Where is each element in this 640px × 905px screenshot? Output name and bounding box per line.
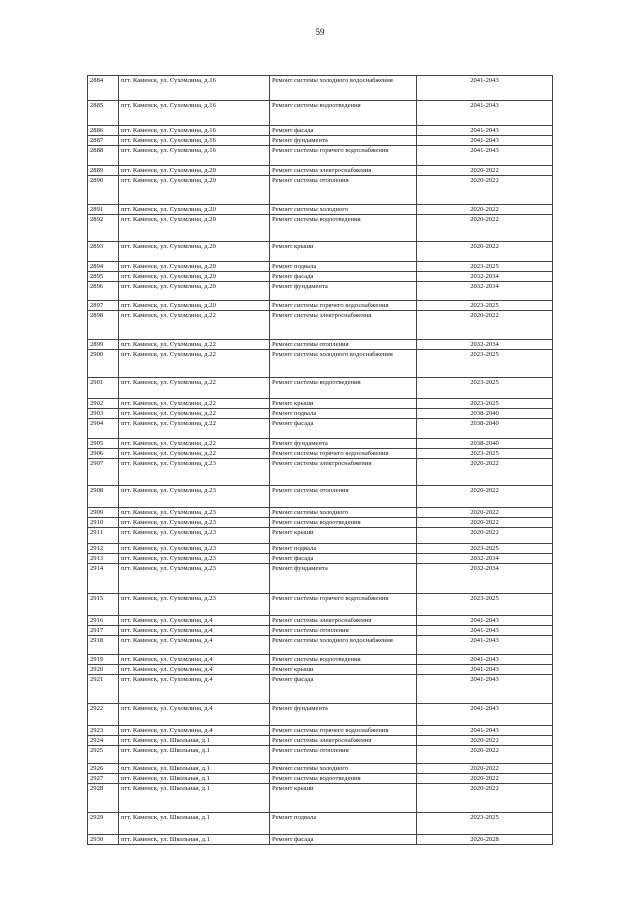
row-number: 2924 <box>88 736 119 746</box>
row-years: 2041-2043 <box>417 616 553 626</box>
row-work-type: Ремонт системы водоотведения <box>270 774 417 784</box>
row-work-type: Ремонт системы электроснабжения <box>270 616 417 626</box>
row-number: 2887 <box>88 136 119 146</box>
row-number: 2904 <box>88 419 119 439</box>
row-number: 2908 <box>88 486 119 508</box>
row-address: пгт. Каменск, ул. Сухомлина, д.20 <box>119 215 270 242</box>
row-number: 2909 <box>88 508 119 518</box>
table-row <box>88 340 553 350</box>
row-years: 2041-2043 <box>417 704 553 726</box>
row-work-type: Ремонт системы отопления <box>270 746 417 764</box>
row-address: пгт. Каменск, ул. Сухомлина, д.4 <box>119 726 270 736</box>
table-row <box>88 378 553 399</box>
row-number: 2898 <box>88 311 119 340</box>
table-row <box>88 146 553 166</box>
row-number: 2912 <box>88 544 119 554</box>
row-years: 2041-2043 <box>417 665 553 675</box>
row-work-type: Ремонт системы водоотведения <box>270 655 417 665</box>
row-address: пгт. Каменск, ул. Сухомлина, д.4 <box>119 616 270 626</box>
row-years: 2023-2025 <box>417 449 553 459</box>
table-row <box>88 166 553 176</box>
row-number: 2889 <box>88 166 119 176</box>
table-row <box>88 835 553 845</box>
row-work-type: Ремонт крыши <box>270 784 417 813</box>
row-work-type: Ремонт фундамента <box>270 704 417 726</box>
row-work-type: Ремонт системы отопления <box>270 626 417 636</box>
row-years: 2038-2040 <box>417 419 553 439</box>
row-address: пгт. Каменск, ул. Сухомлина, д.22 <box>119 449 270 459</box>
row-work-type: Ремонт системы электроснабжения <box>270 166 417 176</box>
row-work-type: Ремонт системы электроснабжения <box>270 459 417 486</box>
row-number: 2930 <box>88 835 119 845</box>
table-row <box>88 176 553 205</box>
row-address: пгт. Каменск, ул. Сухомлина, д.20 <box>119 301 270 311</box>
row-work-type: Ремонт фасада <box>270 675 417 704</box>
row-number: 2906 <box>88 449 119 459</box>
row-work-type: Ремонт фундамента <box>270 439 417 449</box>
row-address: пгт. Каменск, ул. Сухомлина, д.20 <box>119 262 270 272</box>
row-address: пгт. Каменск, ул. Сухомлина, д.22 <box>119 409 270 419</box>
table-row <box>88 399 553 409</box>
table-row <box>88 784 553 813</box>
row-work-type: Ремонт системы холодного <box>270 205 417 215</box>
row-address: пгт. Каменск, ул. Школьная, д.1 <box>119 746 270 764</box>
row-years: 2020-2022 <box>417 242 553 262</box>
row-years: 2023-2025 <box>417 262 553 272</box>
row-number: 2927 <box>88 774 119 784</box>
row-work-type: Ремонт системы электроснабжения <box>270 736 417 746</box>
row-years: 2032-2034 <box>417 554 553 564</box>
row-number: 2888 <box>88 146 119 166</box>
row-address: пгт. Каменск, ул. Школьная, д.1 <box>119 774 270 784</box>
table-row <box>88 636 553 655</box>
row-years: 2041-2043 <box>417 126 553 136</box>
table-row <box>88 242 553 262</box>
row-work-type: Ремонт фасада <box>270 419 417 439</box>
row-address: пгт. Каменск, ул. Сухомлина, д.23 <box>119 486 270 508</box>
row-work-type: Ремонт системы холодного водоснабжения <box>270 76 417 101</box>
row-number: 2911 <box>88 528 119 544</box>
row-years: 2020-2022 <box>417 784 553 813</box>
row-years: 2023-2025 <box>417 544 553 554</box>
table-row <box>88 311 553 340</box>
row-years: 2041-2043 <box>417 76 553 101</box>
row-work-type: Ремонт системы холодного водоснабжения <box>270 636 417 655</box>
row-years: 2020-2022 <box>417 508 553 518</box>
row-work-type: Ремонт системы горячего водоснабжения <box>270 726 417 736</box>
table-row <box>88 215 553 242</box>
table-row <box>88 746 553 764</box>
table-row <box>88 626 553 636</box>
table-row <box>88 518 553 528</box>
row-number: 2899 <box>88 340 119 350</box>
row-address: пгт. Каменск, ул. Сухомлина, д.20 <box>119 272 270 282</box>
row-address: пгт. Каменск, ул. Сухомлина, д.23 <box>119 459 270 486</box>
table-row <box>88 554 553 564</box>
row-number: 2925 <box>88 746 119 764</box>
row-number: 2915 <box>88 594 119 616</box>
row-number: 2885 <box>88 101 119 126</box>
table-row <box>88 726 553 736</box>
row-years: 2020-2022 <box>417 774 553 784</box>
row-years: 2041-2043 <box>417 101 553 126</box>
row-years: 2020-2022 <box>417 518 553 528</box>
row-address: пгт. Каменск, ул. Сухомлина, д.22 <box>119 439 270 449</box>
row-work-type: Ремонт подвала <box>270 544 417 554</box>
row-work-type: Ремонт фасада <box>270 835 417 845</box>
row-years: 2020-2022 <box>417 459 553 486</box>
row-years: 2038-2040 <box>417 439 553 449</box>
row-work-type: Ремонт фундамента <box>270 282 417 301</box>
row-address: пгт. Каменск, ул. Школьная, д.1 <box>119 764 270 774</box>
row-years: 2041-2043 <box>417 655 553 665</box>
row-years: 2023-2025 <box>417 301 553 311</box>
row-work-type: Ремонт системы отопления <box>270 340 417 350</box>
row-number: 2901 <box>88 378 119 399</box>
row-number: 2910 <box>88 518 119 528</box>
row-work-type: Ремонт фасада <box>270 126 417 136</box>
row-address: пгт. Каменск, ул. Сухомлина, д.22 <box>119 311 270 340</box>
table-row <box>88 350 553 378</box>
table-row <box>88 126 553 136</box>
table-row <box>88 409 553 419</box>
row-number: 2918 <box>88 636 119 655</box>
row-number: 2921 <box>88 675 119 704</box>
row-years: 2023-2025 <box>417 594 553 616</box>
row-number: 2892 <box>88 215 119 242</box>
row-years: 2023-2025 <box>417 350 553 378</box>
row-years: 2032-2034 <box>417 282 553 301</box>
table-row <box>88 774 553 784</box>
row-years: 2020-2022 <box>417 176 553 205</box>
table-row <box>88 449 553 459</box>
table-row <box>88 508 553 518</box>
row-address: пгт. Каменск, ул. Сухомлина, д.4 <box>119 675 270 704</box>
page-number: 59 <box>315 27 325 37</box>
table-row <box>88 594 553 616</box>
row-years: 2020-2022 <box>417 311 553 340</box>
row-number: 2896 <box>88 282 119 301</box>
row-address: пгт. Каменск, ул. Сухомлина, д.23 <box>119 518 270 528</box>
row-work-type: Ремонт фасада <box>270 272 417 282</box>
table-row <box>88 764 553 774</box>
row-number: 2926 <box>88 764 119 774</box>
row-address: пгт. Каменск, ул. Сухомлина, д.4 <box>119 655 270 665</box>
table-row <box>88 419 553 439</box>
row-work-type: Ремонт системы водоотведения <box>270 378 417 399</box>
row-address: пгт. Каменск, ул. Сухомлина, д.4 <box>119 636 270 655</box>
row-years: 2032-2034 <box>417 564 553 594</box>
row-number: 2900 <box>88 350 119 378</box>
row-years: 2038-2040 <box>417 409 553 419</box>
row-address: пгт. Каменск, ул. Сухомлина, д.23 <box>119 554 270 564</box>
table-row <box>88 675 553 704</box>
table-row <box>88 704 553 726</box>
row-years: 2023-2025 <box>417 399 553 409</box>
row-number: 2919 <box>88 655 119 665</box>
row-work-type: Ремонт системы электроснабжения <box>270 311 417 340</box>
table-row <box>88 101 553 126</box>
row-work-type: Ремонт системы холодного водоснабжения <box>270 350 417 378</box>
row-years: 2020-2022 <box>417 528 553 544</box>
row-years: 2020-2022 <box>417 736 553 746</box>
row-work-type: Ремонт системы горячего водоснабжения <box>270 146 417 166</box>
table-row <box>88 813 553 835</box>
table-row <box>88 301 553 311</box>
row-years: 2032-2034 <box>417 272 553 282</box>
row-number: 2920 <box>88 665 119 675</box>
row-address: пгт. Каменск, ул. Сухомлина, д.20 <box>119 282 270 301</box>
row-address: пгт. Каменск, ул. Сухомлина, д.16 <box>119 126 270 136</box>
row-address: пгт. Каменск, ул. Школьная, д.1 <box>119 813 270 835</box>
table-row <box>88 486 553 508</box>
row-address: пгт. Каменск, ул. Сухомлина, д.22 <box>119 399 270 409</box>
table-row <box>88 439 553 449</box>
table-row <box>88 736 553 746</box>
row-years: 2020-2022 <box>417 205 553 215</box>
table-row <box>88 76 553 101</box>
row-number: 2886 <box>88 126 119 136</box>
row-work-type: Ремонт системы водоотведения <box>270 101 417 126</box>
row-number: 2907 <box>88 459 119 486</box>
row-number: 2891 <box>88 205 119 215</box>
table-row <box>88 655 553 665</box>
row-number: 2905 <box>88 439 119 449</box>
row-years: 2041-2043 <box>417 675 553 704</box>
row-work-type: Ремонт фундамента <box>270 136 417 146</box>
row-number: 2897 <box>88 301 119 311</box>
row-address: пгт. Каменск, ул. Сухомлина, д.23 <box>119 594 270 616</box>
row-address: пгт. Каменск, ул. Сухомлина, д.20 <box>119 176 270 205</box>
row-number: 2893 <box>88 242 119 262</box>
row-years: 2020-2022 <box>417 746 553 764</box>
row-number: 2923 <box>88 726 119 736</box>
row-address: пгт. Каменск, ул. Сухомлина, д.22 <box>119 378 270 399</box>
row-work-type: Ремонт крыши <box>270 399 417 409</box>
row-work-type: Ремонт системы холодного <box>270 508 417 518</box>
table-row <box>88 544 553 554</box>
row-years: 2023-2025 <box>417 813 553 835</box>
table-row <box>88 528 553 544</box>
row-number: 2922 <box>88 704 119 726</box>
row-address: пгт. Каменск, ул. Сухомлина, д.20 <box>119 242 270 262</box>
table-row <box>88 665 553 675</box>
row-work-type: Ремонт системы холодного <box>270 764 417 774</box>
row-address: пгт. Каменск, ул. Школьная, д.1 <box>119 736 270 746</box>
row-number: 2914 <box>88 564 119 594</box>
row-number: 2894 <box>88 262 119 272</box>
row-years: 2020-2022 <box>417 215 553 242</box>
row-work-type: Ремонт подвала <box>270 262 417 272</box>
table-row <box>88 136 553 146</box>
row-years: 2020-2022 <box>417 764 553 774</box>
row-address: пгт. Каменск, ул. Сухомлина, д.16 <box>119 76 270 101</box>
row-address: пгт. Каменск, ул. Сухомлина, д.23 <box>119 508 270 518</box>
row-work-type: Ремонт крыши <box>270 528 417 544</box>
row-address: пгт. Каменск, ул. Школьная, д.1 <box>119 784 270 813</box>
table-row <box>88 459 553 486</box>
row-years: 2041-2043 <box>417 146 553 166</box>
row-work-type: Ремонт системы горячего водоснабжения <box>270 301 417 311</box>
table-row <box>88 272 553 282</box>
row-address: пгт. Каменск, ул. Сухомлина, д.20 <box>119 166 270 176</box>
row-number: 2916 <box>88 616 119 626</box>
row-address: пгт. Каменск, ул. Сухомлина, д.23 <box>119 564 270 594</box>
row-work-type: Ремонт системы отопления <box>270 176 417 205</box>
row-address: пгт. Каменск, ул. Сухомлина, д.23 <box>119 528 270 544</box>
row-address: пгт. Каменск, ул. Сухомлина, д.20 <box>119 205 270 215</box>
row-years: 2041-2043 <box>417 726 553 736</box>
row-address: пгт. Каменск, ул. Сухомлина, д.16 <box>119 136 270 146</box>
repair-schedule-table <box>87 75 553 845</box>
row-number: 2903 <box>88 409 119 419</box>
row-years: 2032-2034 <box>417 340 553 350</box>
row-number: 2890 <box>88 176 119 205</box>
row-work-type: Ремонт системы отопления <box>270 486 417 508</box>
row-work-type: Ремонт системы водоотведения <box>270 518 417 528</box>
row-years: 2041-2043 <box>417 636 553 655</box>
table-row <box>88 205 553 215</box>
row-work-type: Ремонт подвала <box>270 409 417 419</box>
row-years: 2023-2025 <box>417 378 553 399</box>
row-address: пгт. Каменск, ул. Сухомлина, д.22 <box>119 350 270 378</box>
table-row <box>88 282 553 301</box>
row-work-type: Ремонт подвала <box>270 813 417 835</box>
table-body <box>88 76 553 845</box>
row-years: 2041-2043 <box>417 626 553 636</box>
row-number: 2913 <box>88 554 119 564</box>
row-years: 2020-2022 <box>417 486 553 508</box>
row-number: 2917 <box>88 626 119 636</box>
table-row <box>88 262 553 272</box>
row-address: пгт. Каменск, ул. Сухомлина, д.4 <box>119 704 270 726</box>
table-row <box>88 564 553 594</box>
row-address: пгт. Каменск, ул. Сухомлина, д.22 <box>119 340 270 350</box>
row-work-type: Ремонт фундамента <box>270 564 417 594</box>
row-work-type: Ремонт системы горячего водоснабжения <box>270 594 417 616</box>
row-years: 2026-2028 <box>417 835 553 845</box>
row-number: 2929 <box>88 813 119 835</box>
table-row <box>88 616 553 626</box>
row-address: пгт. Каменск, ул. Сухомлина, д.4 <box>119 665 270 675</box>
row-work-type: Ремонт системы горячего водоснабжения <box>270 449 417 459</box>
row-years: 2041-2043 <box>417 136 553 146</box>
row-address: пгт. Каменск, ул. Сухомлина, д.4 <box>119 626 270 636</box>
row-years: 2020-2022 <box>417 166 553 176</box>
row-work-type: Ремонт крыши <box>270 242 417 262</box>
row-number: 2928 <box>88 784 119 813</box>
row-address: пгт. Каменск, ул. Школьная, д.1 <box>119 835 270 845</box>
row-address: пгт. Каменск, ул. Сухомлина, д.23 <box>119 544 270 554</box>
row-work-type: Ремонт фасада <box>270 554 417 564</box>
row-number: 2902 <box>88 399 119 409</box>
row-address: пгт. Каменск, ул. Сухомлина, д.16 <box>119 101 270 126</box>
row-number: 2884 <box>88 76 119 101</box>
row-number: 2895 <box>88 272 119 282</box>
row-address: пгт. Каменск, ул. Сухомлина, д.16 <box>119 146 270 166</box>
row-address: пгт. Каменск, ул. Сухомлина, д.22 <box>119 419 270 439</box>
row-work-type: Ремонт системы водоотведения <box>270 215 417 242</box>
row-work-type: Ремонт крыши <box>270 665 417 675</box>
